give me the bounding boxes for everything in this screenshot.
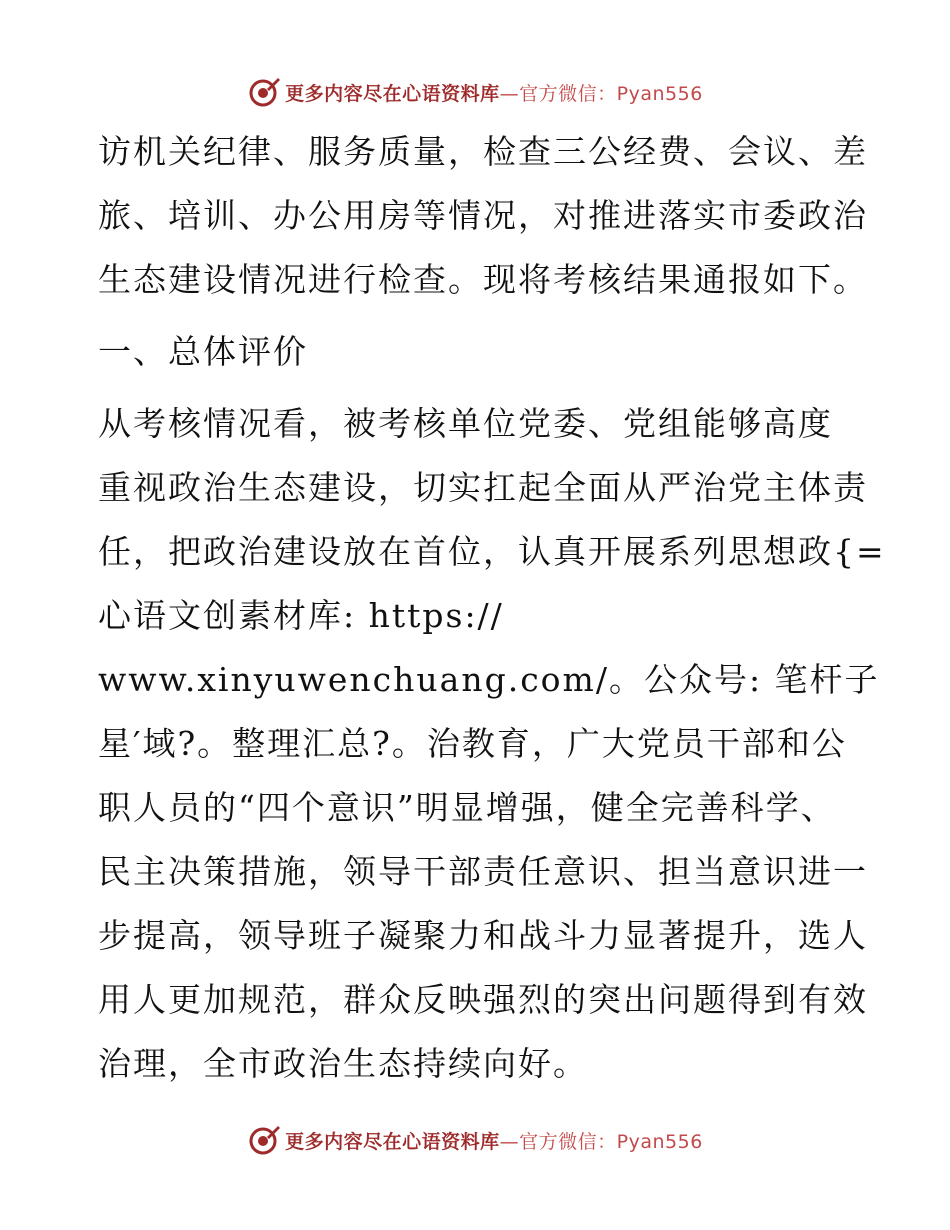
footer-banner [0, 1120, 950, 1160]
document-body [98, 120, 886, 1096]
paragraph-line: 职人员的“四个意识”明显增强，健全完善科学、 [98, 788, 836, 827]
paragraph-line: 生态建设情况进行检查。现将考核结果通报如下。 [98, 260, 868, 299]
quill-seal-icon [247, 75, 281, 109]
paragraph-line: 任，把政治建设放在首位，认真开展系列思想政{= [98, 532, 886, 571]
paragraph-line: 用人更加规范，群众反映强烈的突出问题得到有效 [98, 980, 868, 1019]
quill-seal-icon [247, 1123, 281, 1157]
paragraph-line: www.xinyuwenchuang.com/。公众号: 笔杆子 [98, 660, 880, 699]
header-brand-text: 更多内容尽在心语资料库 [285, 82, 500, 105]
paragraph-line: 民主决策措施，领导干部责任意识、担当意识进一 [98, 852, 868, 891]
paragraph-line: 治理，全市政治生态持续向好。 [98, 1044, 588, 1083]
footer-brand-text: 更多内容尽在心语资料库 [285, 1130, 500, 1153]
paragraph-line: 访机关纪律、服务质量，检查三公经费、会议、差 [98, 132, 868, 171]
paragraph-line: 旅、培训、办公用房等情况，对推进落实市委政治 [98, 196, 868, 235]
paragraph-line: 星′域?。整理汇总?。治教育，广大党员干部和公 [98, 724, 847, 763]
footer-contact-text: —官方微信：Pyan556 [499, 1130, 703, 1153]
paragraph-line: 心语文创素材库: https:// [98, 596, 504, 635]
paragraph-line: 步提高，领导班子凝聚力和战斗力显著提升，选人 [98, 916, 868, 955]
header-banner [0, 72, 950, 112]
header-contact-text: —官方微信：Pyan556 [499, 82, 703, 105]
section-heading: 一、总体评价 [98, 332, 308, 371]
paragraph-line: 从考核情况看，被考核单位党委、党组能够高度 [98, 404, 833, 443]
paragraph-line: 重视政治生态建设，切实扛起全面从严治党主体责 [98, 468, 868, 507]
